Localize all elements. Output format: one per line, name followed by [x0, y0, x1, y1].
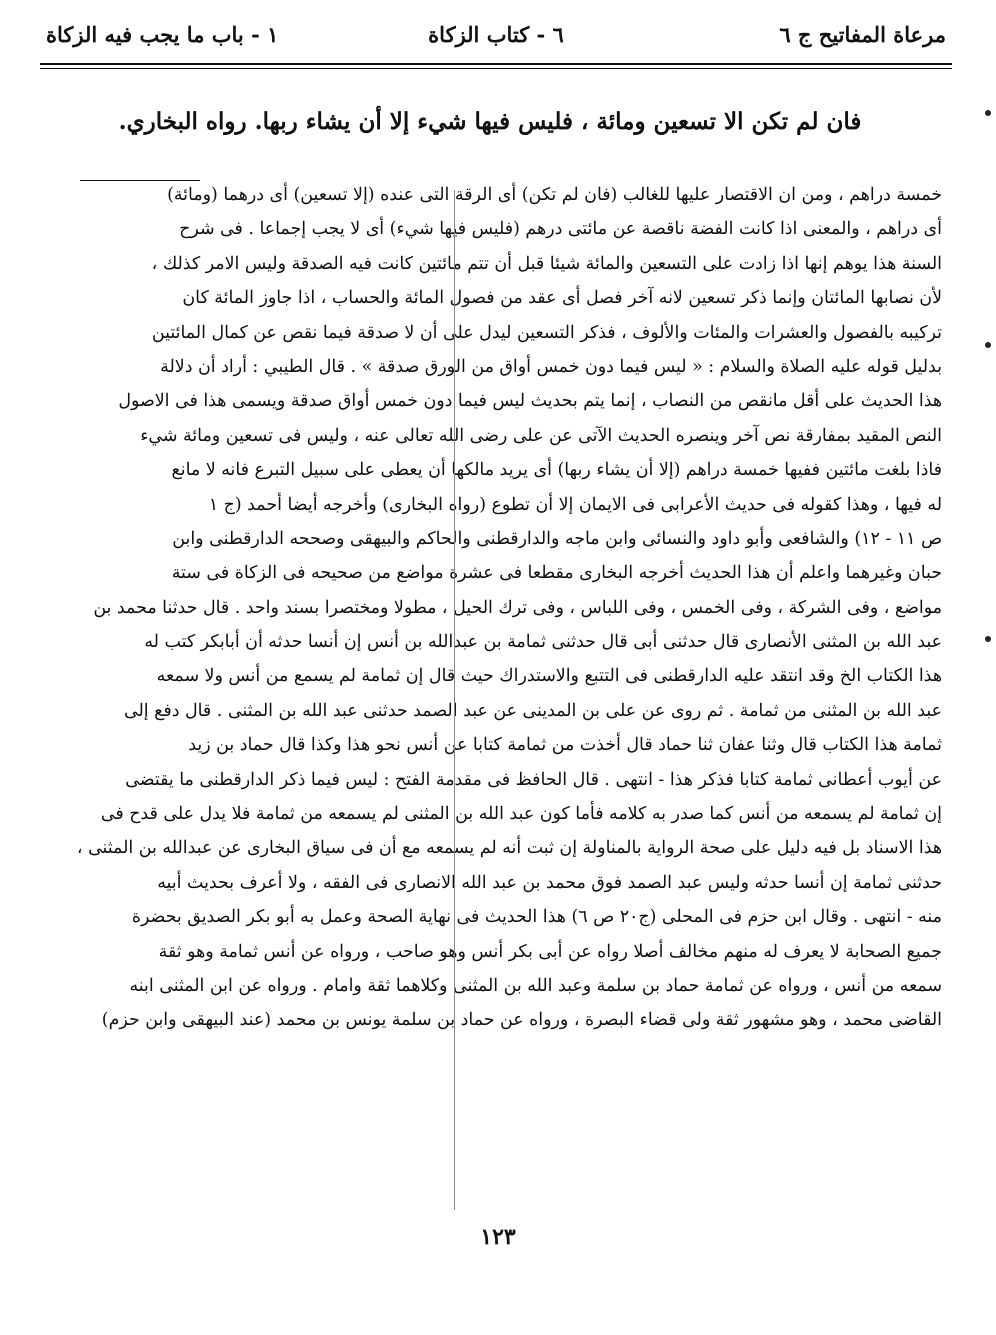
commentary-line: إن ثمامة لم يسمعه من أنس كما صدر به كلامه فأما كون عبد الله بن المثنى لم يسمعه من ثمامة فلا يدل على قدح فى — [100, 804, 942, 825]
commentary-line: لأن نصابها المائتان وإنما ذكر تسعين لانه آخر فصل أى عقد من فصول المائة والحساب ، اذا جاوز المائة كان — [182, 288, 942, 309]
commentary-line: له فيها ، وهذا كقوله فى حديث الأعرابى فى الايمان إلا أن تطوع (رواه البخارى) وأخرجه أيضا أحمد (ج ١ — [208, 494, 942, 515]
commentary-line: فاذا بلغت مائتين ففيها خمسة دراهم (إلا أن يشاء ربها) أى يريد مالكها أن يعطى على سبيل التبرع فانه لا مانع — [171, 460, 942, 481]
header-rule-thin — [40, 68, 952, 69]
page-number: ١٢٣ — [480, 1224, 516, 1250]
commentary-line: هذا الاسناد بل فيه دليل على صحة الرواية بالمناولة إن ثبت أنه لم يسمعه مع أن فى سياق البخارى عن عبدالله بن المثنى ، — [76, 838, 942, 859]
section-title: ١ - باب ما يجب فيه الزكاة — [46, 22, 279, 47]
book-title: مرعاة المفاتيح ج ٦ — [779, 22, 946, 47]
commentary-line: ص ١١ - ١٢) والشافعى وأبو داود والنسائى وابن ماجه والدارقطنى والحاكم والبيهقى وصححه الدارقطنى وابن — [172, 528, 942, 549]
commentary-line: عن أيوب أعطانى ثمامة كتابا فذكر هذا - انتهى . قال الحافظ فى مقدمة الفتح : ليس فيما ذكر الدارقطنى ما يقتضى — [125, 769, 942, 790]
commentary-line: بدليل قوله عليه الصلاة والسلام : « ليس فيما دون خمس أواق من الورق صدقة » . قال الطيبي : أراد أن دلالة — [160, 356, 942, 377]
commentary-line: خمسة دراهم ، ومن ان الاقتصار عليها للغالب (فان لم تكن) أى الرقة التى عنده (إلا تسعين) أى درهما (ومائة) — [167, 185, 942, 205]
commentary-line: مواضع ، وفى الشركة ، وفى الخمس ، وفى اللباس ، وفى ترك الحيل ، مطولا ومختصرا بسند واحد . قال حدثنا محمد بن — [93, 597, 942, 618]
hadith-text: فان لم تكن الا تسعين ومائة ، فليس فيها شيء إلا أن يشاء ربها. رواه البخاري. — [118, 108, 862, 135]
punch-hole — [985, 636, 991, 642]
commentary-line: عبد الله بن المثنى الأنصارى قال حدثنى أبى قال حدثنى ثمامة بن عبدالله بن أنس إن أنسا حدثه أن أبابكر كتب له — [144, 632, 942, 653]
commentary-line: ثمامة هذا الكتاب قال وثنا عفان ثنا حماد قال أخذت من ثمامة كتابا عن أنس نحو هذا وكذا قال حماد بن زيد — [188, 735, 942, 756]
punch-hole — [985, 342, 991, 348]
running-header — [46, 18, 946, 62]
commentary-line: حدثنى ثمامة إن أنسا حدثه وليس عبد الصمد فوق محمد بن عبد الله الانصارى فى الفقه ، ولا أعرف بحديث أبيه — [157, 872, 942, 893]
commentary-line: النص المقيد بمفارقة نص آخر وينصره الحديث الآتى عن على رضى الله تعالى عنه ، وليس فى تسعين ومائة شيء — [140, 425, 942, 446]
scan-fold-line — [454, 190, 455, 1210]
commentary-line: هذا الحديث على أقل مانقص من النصاب ، إنما يتم بحديث ليس فيما دون خمس أواق صدقة ويسمى هذا فى الاصول — [118, 391, 942, 412]
commentary-line: القاضى محمد ، وهو مشهور ثقة ولى قضاء البصرة ، ورواه عن حماد بن سلمة يونس بن محمد (عند البيهقى وابن حزم) — [101, 1010, 942, 1031]
commentary-line: السنة هذا يوهم إنها اذا زادت على التسعين والمائة شيئا قبل أن تتم مائتين كانت فيه الصدقة وليس الامر كذلك ، — [151, 253, 942, 274]
commentary-line: سمعه من أنس ، ورواه عن ثمامة حماد بن سلمة وعبد الله بن المثنى وكلاهما ثقة وامام . ورواه عن ابن المثنى ابنه — [129, 975, 942, 996]
chapter-title: ٦ - كتاب الزكاة — [428, 22, 564, 47]
commentary-body — [76, 178, 942, 1213]
commentary-line: عبد الله بن المثنى من ثمامة . ثم روى عن على بن المدينى عن عبد الصمد حدثنى عبد الله بن المثنى . قال دفع إلى — [124, 700, 942, 721]
header-rule — [40, 63, 952, 65]
commentary-line: منه - انتهى . وقال ابن حزم فى المحلى (ج٢٠ ص ٦) هذا الحديث فى نهاية الصحة وعمل به أبو بكر الصديق بحضرة — [131, 907, 942, 928]
commentary-line: تركيبه بالفصول والعشرات والمئات والألوف ، فذكر التسعين ليدل على أن لا صدقة فيما نقص عن كمال المائتين — [151, 322, 942, 343]
commentary-line: حبان وغيرهما واعلم أن هذا الحديث أخرجه البخارى مقطعا فى عشرة مواضع من صحيحه فى الزكاة فى ستة — [171, 563, 942, 584]
punch-hole — [985, 110, 991, 116]
commentary-line: جميع الصحابة لا يعرف له منهم مخالف أصلا رواه عن أبى بكر أنس وهو صاحب ، ورواه عن أنس ثمامة وهو ثقة — [158, 941, 942, 962]
commentary-line: هذا الكتاب الخ وقد انتقد عليه الدارقطنى فى التتبع والاستدراك حيث قال إن ثمامة لم يسمع من أنس ولا سمعه — [156, 666, 942, 687]
commentary-line: أى دراهم ، والمعنى اذا كانت الفضة ناقصة عن مائتى درهم (فليس فيها شيء) أى لا يجب إجماعا . فى شرح — [179, 219, 942, 240]
